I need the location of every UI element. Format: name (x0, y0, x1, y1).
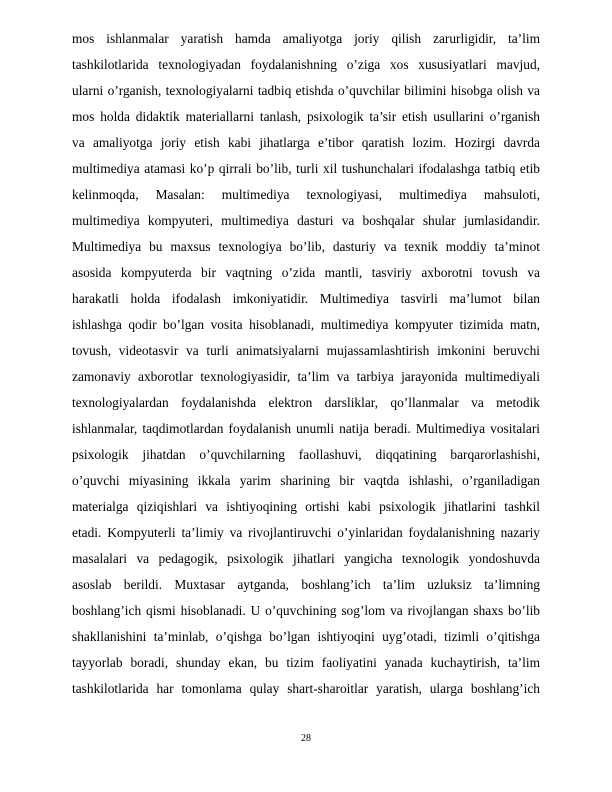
text-line: texnologiyalardan foydalanishda elektron darsliklar, qo’llanmalar va metodik (72, 395, 540, 410)
text-line: va amaliyotga joriy etish kabi jihatlarga e’tibor qaratish lozim. Hozirgi davrda (72, 135, 540, 150)
text-line: mos holda didaktik materiallarni tanlash, psixologik ta’sir etish usullarini o’rganish (72, 109, 540, 124)
text-line: asoslab berildi. Muxtasar aytganda, boshlang’ich ta’lim uzluksiz ta’limning (72, 577, 540, 592)
text-line: masalalari va pedagogik, psixologik jihatlari yangicha texnologik yondoshuvda (72, 551, 540, 566)
text-line: kelinmoqda, Masalan: multimediya texnologiyasi, multimediya mahsuloti, (72, 187, 540, 202)
text-line: ishlanmalar, taqdimotlardan foydalanish unumli natija beradi. Multimediya vositalari (72, 421, 540, 436)
text-line: mos ishlanmalar yaratish hamda amaliyotga joriy qilish zarurligidir, ta’lim (72, 31, 540, 46)
text-line: tashkilotlarida texnologiyadan foydalanishning o’ziga xos xususiyatlari mavjud, (72, 57, 540, 72)
text-line: shakllanishini ta’minlab, o’qishga bo’lgan ishtiyoqini uyg’otadi, tizimli o’qitishga (72, 629, 540, 644)
text-line: materialga qiziqishlari va ishtiyoqining ortishi kabi psixologik jihatlarini tashkil (72, 499, 540, 514)
text-line: etadi. Kompyuterli ta’limiy va rivojlantiruvchi o’yinlaridan foydalanishning nazariy (72, 525, 540, 540)
text-line: tashkilotlarida har tomonlama qulay shart-sharoitlar yaratish, ularga boshlang’ich (72, 681, 540, 696)
text-line: psixologik jihatdan o’quvchilarning faollashuvi, diqqatining barqarorlashishi, (72, 447, 540, 462)
text-line: harakatli holda ifodalash imkoniyatidir. Multimediya tasvirli ma’lumot bilan (72, 291, 540, 306)
text-line: zamonaviy axborotlar texnologiyasidir, ta’lim va tarbiya jarayonida multimediyali (72, 369, 540, 384)
text-line: Multimediya bu maxsus texnologiya bo’lib, dasturiy va texnik moddiy ta’minot (72, 239, 540, 254)
text-line: boshlang’ich qismi hisoblanadi. U o’quvchining sog’lom va rivojlangan shaxs bo’lib (72, 603, 540, 618)
text-line: ularni o’rganish, texnologiyalarni tadbiq etishda o’quvchilar bilimini hisobga olish va (72, 83, 540, 98)
text-line: o’quvchi miyasining ikkala yarim sharining bir vaqtda ishlashi, o’rganiladigan (72, 473, 540, 488)
text-line: ishlashga qodir bo’lgan vosita hisoblanadi, multimediya kompyuter tizimida matn, (72, 317, 540, 332)
page-number: 28 (301, 733, 311, 744)
text-line: asosida kompyuterda bir vaqtning o’zida mantli, tasviriy axborotni tovush va (72, 265, 540, 280)
text-line: tovush, videotasvir va turli animatsiyalarni mujassamlashtirish imkonini beruvchi (72, 343, 540, 358)
text-line: multimediya atamasi ko’p qirrali bo’lib, turli xil tushunchalari ifodalashga tatbiq etib (72, 161, 540, 176)
text-line: tayyorlab boradi, shunday ekan, bu tizim faoliyatini yanada kuchaytirish, ta’lim (72, 655, 540, 670)
text-line: multimediya kompyuteri, multimediya dasturi va boshqalar shular jumlasidandir. (72, 213, 540, 228)
